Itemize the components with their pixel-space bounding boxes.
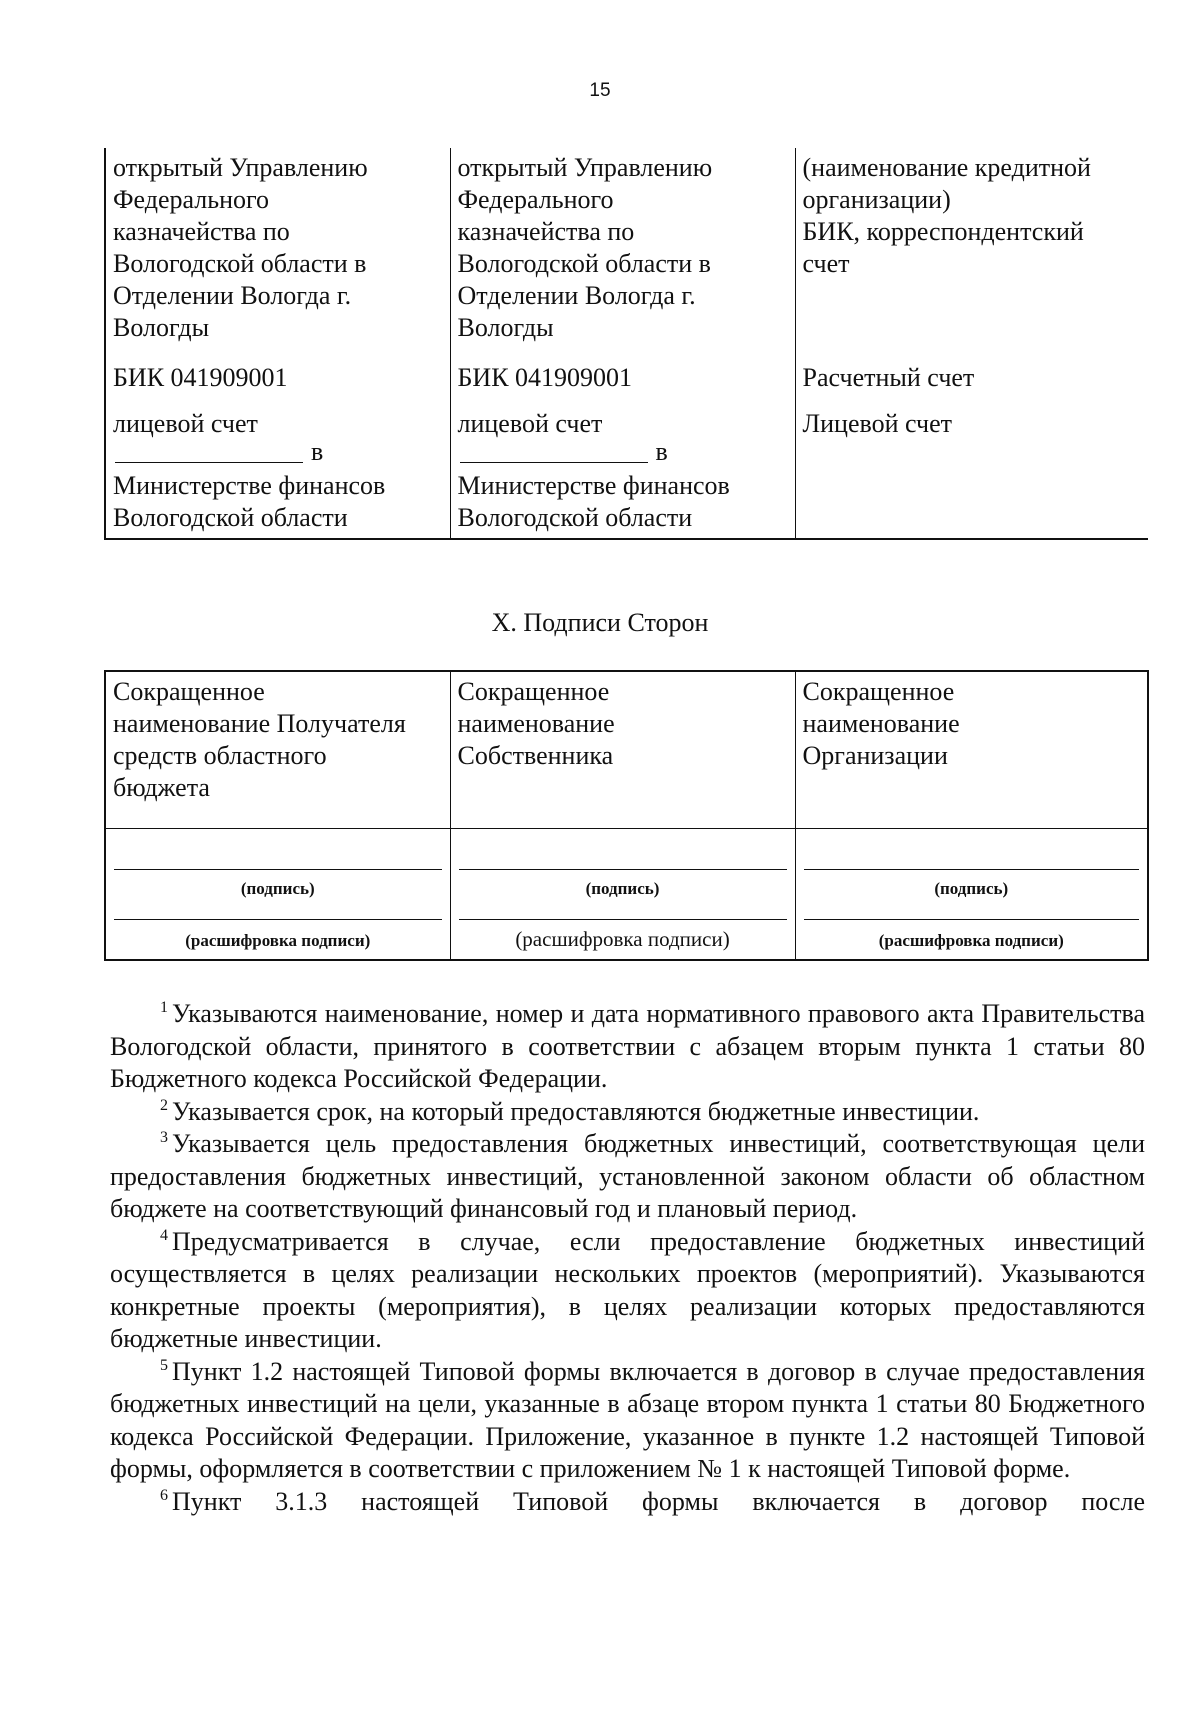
decryption-line [804,919,1140,920]
bank-details-organization [795,148,1148,539]
signature-block-recipient [105,829,450,961]
signature-line [114,869,442,870]
decryption-line [459,919,787,920]
page-number: 15 [589,80,611,101]
bank-details-owner [450,148,795,539]
footnote: $^5$ Пункт 1.2 настоящей Типовой формы включается в договор в случае предоставления бюджетных инвестиций на цели, указанные в абзаце втором пункта 1 статьи 80 Бюджетного кодекса Российской Федерации. Приложение, указанное в пункте 1.2 настоящей Типовой формы, оформляется в соответствии с приложением № 1 к настоящей Типовой форме. [110,1356,1145,1483]
signature-line [459,869,787,870]
section-heading: X. Подписи Сторон [491,608,709,637]
signature-caption: (подпись) [585,879,660,898]
decryption-line [114,919,442,920]
bank-details-table [104,148,1148,540]
party-organization-name: Сокращенное наименование Организации [795,671,1148,829]
signature-block-owner [450,829,795,961]
decryption-caption: (расшифровка подписи) [878,931,1064,950]
signature-block-organization [795,829,1148,961]
bank-name: открытый Управлению Федерального казначейства по Вологодской области в Отделении Вологда г. Вологды [457,153,713,342]
settlement-account: Расчетный счет [802,363,975,392]
account-number-blank: в [458,440,788,470]
decryption-caption: (расшифровка подписи) [185,931,371,950]
signature-caption: (подпись) [934,879,1009,898]
party-owner-name: Сокращенное наименование Собственника [450,671,795,829]
account-label: лицевой счет [113,409,258,438]
decryption-caption: (расшифровка подписи) [515,927,730,951]
footnote: $^4$ Предусматривается в случае, если предоставление бюджетных инвестиций осуществляется в целях реализации нескольких проектов (мероприятий). Указываются конкретные проекты (мероприятия), в целях реализации которых предоставляются бюджетные инвестиции. [110,1226,1145,1353]
ministry: Министерстве финансов Вологодской области [113,471,386,532]
bank-details-recipient [105,148,450,539]
account-number-blank: в [113,440,443,470]
bank-name: открытый Управлению Федерального казначейства по Вологодской области в Отделении Вологда г. Вологды [113,153,368,342]
party-recipient-name: Сокращенное наименование Получателя средств областного бюджета [105,671,450,829]
footnote: $^2$ Указывается срок, на который предоставляются бюджетные инвестиции. [160,1096,980,1126]
footnote: $^6$ Пункт 3.1.3 настоящей Типовой формы включается в договор после [160,1486,1145,1516]
signature-line [804,869,1140,870]
footnotes [110,998,1145,1518]
signatures-table [104,670,1149,961]
account-label: лицевой счет [457,409,603,438]
signature-caption: (подпись) [240,879,315,898]
bik: БИК 041909001 [457,363,633,392]
footnote: $^3$ Указывается цель предоставления бюджетных инвестиций, соответствующая цели предоставления бюджетных инвестиций, установленной законом области об областном бюджете на соответствующий финансовый год и плановый период. [110,1129,1145,1223]
ministry: Министерстве финансов Вологодской области [457,471,730,532]
footnote: $^1$ Указываются наименование, номер и дата нормативного правового акта Правительства Вологодской области, принятого в соответствии с абзацем вторым пункта 1 статьи 80 Бюджетного кодекса Российской Федерации. [110,999,1145,1093]
bik: БИК 041909001 [113,363,288,392]
bank-name: (наименование кредитной организации) БИК, корреспондентский счет [802,153,1091,278]
personal-account: Лицевой счет [802,409,953,438]
